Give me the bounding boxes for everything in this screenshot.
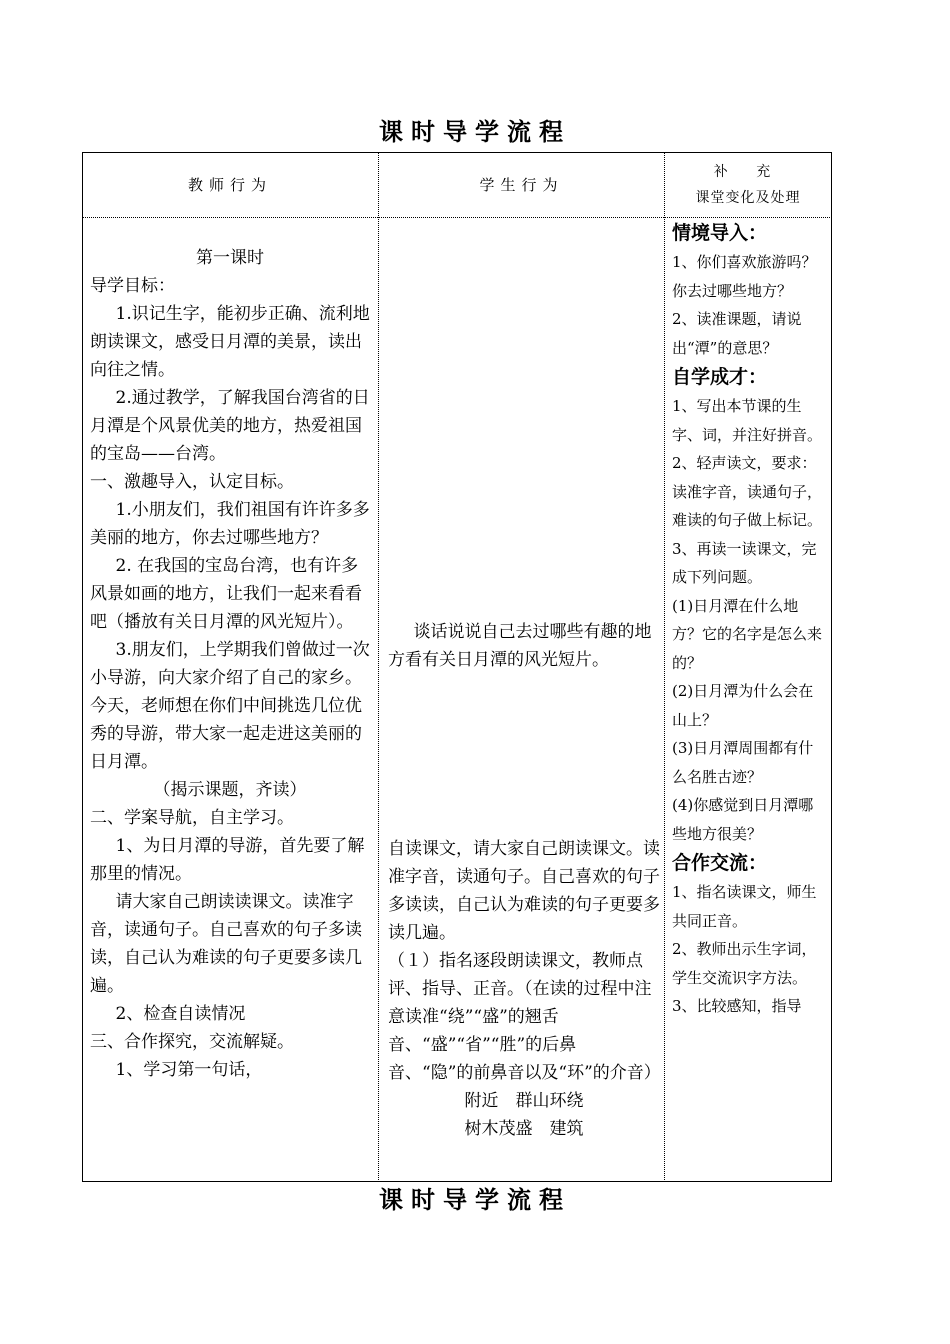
situation-item-1: 1、你们喜欢旅游吗？你去过哪些地方？ [672, 253, 817, 300]
section-selfstudy: 自学成才： [672, 366, 768, 388]
step-2-item-1: 1、为日月潭的导游，首先要了解那里的情况。 [90, 836, 365, 884]
selfstudy-item-3: 3、再读一读课文，完成下列问题。 [672, 539, 817, 586]
teacher-column [90, 244, 370, 1084]
step-2-heading: 二、学案导航，自主学习。 [90, 808, 294, 828]
goal-2: 2.通过教学，了解我国台湾省的日月潭是个风景优美的地方，热爱祖国的宝岛——台湾。 [90, 388, 370, 464]
selfstudy-item-1: 1、写出本节课的生字、词，并注好拼音。 [672, 397, 823, 444]
section-cooperation: 合作交流： [672, 852, 768, 874]
cooperation-item-1: 1、指名读课文，师生共同正音。 [672, 883, 817, 930]
table-border-left [82, 152, 83, 1182]
header-teacher: 教师行为 [187, 176, 272, 194]
student-reading [388, 835, 660, 1143]
header-student: 学生行为 [479, 176, 564, 194]
lesson-table [82, 152, 832, 1182]
student-talk-text: 谈话说说自己去过哪些有趣的地方看有关日月潭的风光短片。 [388, 622, 652, 670]
selfstudy-item-2: 2、轻声读文，要求：读准字音，读通句子，难读的句子做上标记。 [672, 454, 823, 529]
section-situation: 情境导入： [672, 222, 768, 244]
step-1-item-3: 3.朋友们，上学期我们曾做过一次小导游，向大家介绍了自己的家乡。今天，老师想在你们中间挑选几位优秀的导游，带大家一起走进这美丽的日月潭。 [90, 640, 370, 772]
header-supplement-label: 补 充 [713, 163, 783, 180]
step-1-heading: 一、激趣导入，认定目标。 [90, 472, 294, 492]
cooperation-item-2: 2、教师出示生字词，学生交流识字方法。 [672, 940, 817, 987]
cooperation-item-3: 3、比较感知，指导 [672, 997, 802, 1015]
lesson-label: 第一课时 [196, 248, 264, 268]
step-2-read: 请大家自己朗读读课文。读准字音，读通句子。自己喜欢的句子多读读，自己认为难读的句子更要多读几遍。 [90, 892, 362, 996]
header-supplement [665, 152, 831, 217]
step-2-item-2: 2、检查自读情况 [115, 1004, 246, 1024]
header-supplement-sub: 课堂变化及处理 [695, 189, 801, 206]
step-1-item-1: 1.小朋友们，我们祖国有许许多多美丽的地方，你去过哪些地方？ [90, 500, 370, 548]
question-4: (4)你感觉到日月潭哪些地方很美？ [672, 796, 814, 843]
next-page-title: 课时导学流程 [379, 1186, 571, 1214]
student-talk [388, 618, 660, 674]
question-2: (2)日月潭为什么会在山上？ [672, 682, 814, 729]
question-3: (3)日月潭周围都有什么名胜古迹？ [672, 739, 814, 786]
student-words-1: 附近 群山环绕 [464, 1091, 584, 1111]
step-3-heading: 三、合作探究，交流解疑。 [90, 1032, 294, 1052]
reveal-topic: （揭示课题，齐读） [153, 780, 307, 800]
supplement-column [672, 218, 828, 1021]
column-divider-2 [664, 152, 665, 1182]
page-title: 课时导学流程 [379, 118, 571, 146]
goal-label: 导学目标： [90, 276, 175, 296]
step-3-item-1: 1、学习第一句话， [115, 1060, 263, 1080]
goal-1: 1.识记生字，能初步正确、流利地朗读课文，感受日月潭的美景，读出向往之情。 [90, 304, 370, 380]
column-divider-1 [378, 152, 379, 1182]
student-para-read: （１）指名逐段朗读课文，教师点评、指导、正音。（在读的过程中注意读准“绕”“盛”的翘舌音、“盛”“省”“胜”的后鼻音、“隐”的前鼻音以及“环”的介音） [388, 951, 661, 1083]
student-words-2: 树木茂盛 建筑 [464, 1119, 584, 1139]
table-border-right [831, 152, 832, 1182]
step-1-item-2: 2. 在我国的宝岛台湾，也有许多风景如画的地方，让我们一起来看看吧（播放有关日月潭的风光短片）。 [90, 556, 362, 632]
student-selfread: 自读课文，请大家自己朗读课文。读准字音，读通句子。自己喜欢的句子多读读，自己认为难读的句子更要多读几遍。 [388, 839, 660, 943]
situation-item-2: 2、读准课题，请说出“潭”的意思？ [672, 310, 802, 357]
question-1: (1)日月潭在什么地方？它的名字是怎么来的？ [672, 596, 823, 672]
